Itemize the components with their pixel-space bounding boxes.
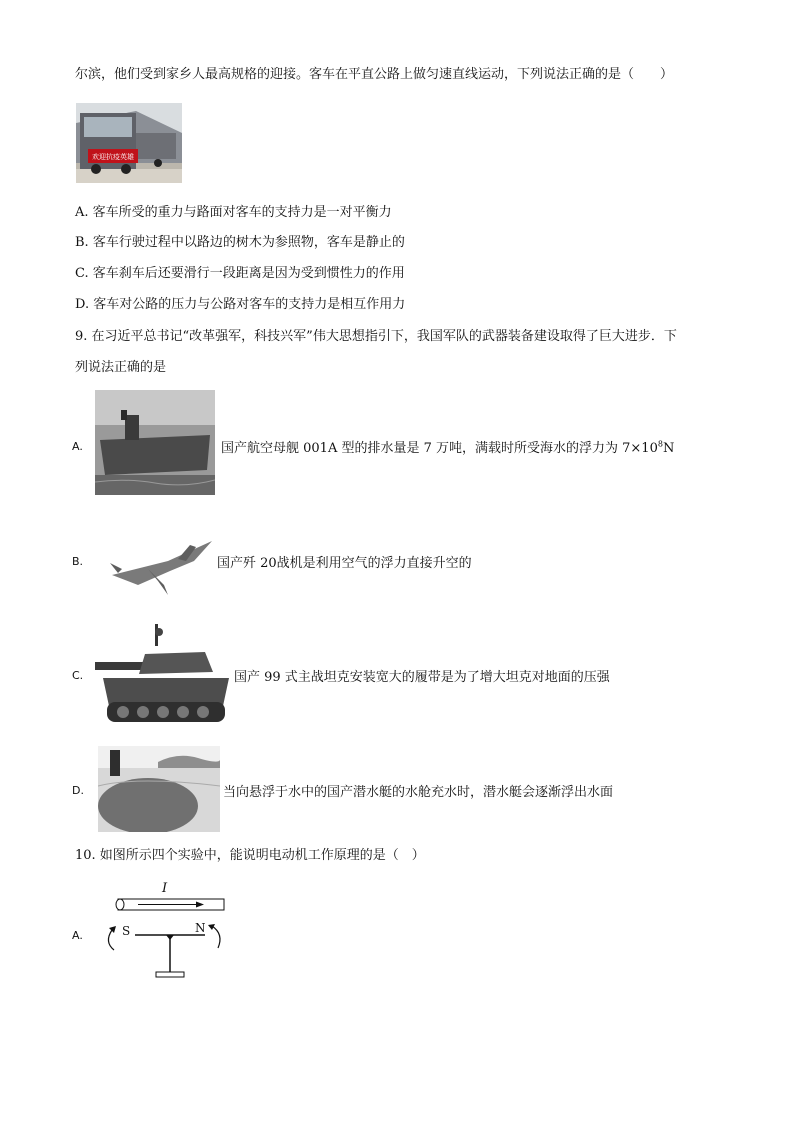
q9-stem-line2: 列说法正确的是 [75,360,167,375]
q8-stem-tail: 尔滨，他们受到家乡人最高规格的迎接。客车在平直公路上做匀速直线运动，下列说法正确的是（ ） [75,67,674,82]
q9-option-a-unit: N [662,441,675,456]
q9-option-b-text: 国产歼 20战机是利用空气的浮力直接升空的 [217,556,472,571]
q9-option-a-exponent: 8 [657,439,663,449]
q9-fighter-jet-photo [108,535,216,597]
q8-option-c: C. 客车刹车后还要滑行一段距离是因为受到惯性力的作用 [75,266,405,281]
q10-south-label: S [122,924,131,938]
q9-option-a-main: 国产航空母舰 001A 型的排水量是 7 万吨，满载时所受海水的浮力为 7×10 [221,441,658,456]
q9-stem-line1: 9. 在习近平总书记“改革强军，科技兴军”伟大思想指引下，我国军队的武器装备建设取得了巨大进步．下 [75,329,677,344]
q10-option-a-letter: A. [72,929,83,942]
q9-option-c-text: 国产 99 式主战坦克安装宽大的履带是为了增大坦克对地面的压强 [234,670,610,685]
q9-tank-photo [95,622,233,730]
q8-bus-photo [76,103,182,183]
q9-option-d-letter: D. [72,784,84,797]
q9-option-a-letter: A. [72,440,83,453]
q9-aircraft-carrier-photo [95,390,215,495]
q10-north-label: N [195,921,206,935]
q9-option-d-text: 当向悬浮于水中的国产潜水艇的水舱充水时，潜水艇会逐渐浮出水面 [223,785,614,800]
q9-submarine-photo [98,746,220,832]
q10-stem: 10. 如图所示四个实验中，能说明电动机工作原理的是（ ） [75,848,425,863]
q8-banner-text: 欢迎抗疫英雄 [92,153,134,161]
q9-option-c-letter: C. [72,669,84,682]
q8-option-d: D. 客车对公路的压力与公路对客车的支持力是相互作用力 [75,297,406,312]
q9-option-a-text [221,437,674,456]
q10-oersted-diagram [100,880,230,985]
q10-current-label: I [162,881,168,896]
q8-option-b: B. 客车行驶过程中以路边的树木为参照物，客车是静止的 [75,235,405,250]
q9-option-b-letter: B. [72,555,84,568]
q8-option-a: A. 客车所受的重力与路面对客车的支持力是一对平衡力 [75,205,392,220]
